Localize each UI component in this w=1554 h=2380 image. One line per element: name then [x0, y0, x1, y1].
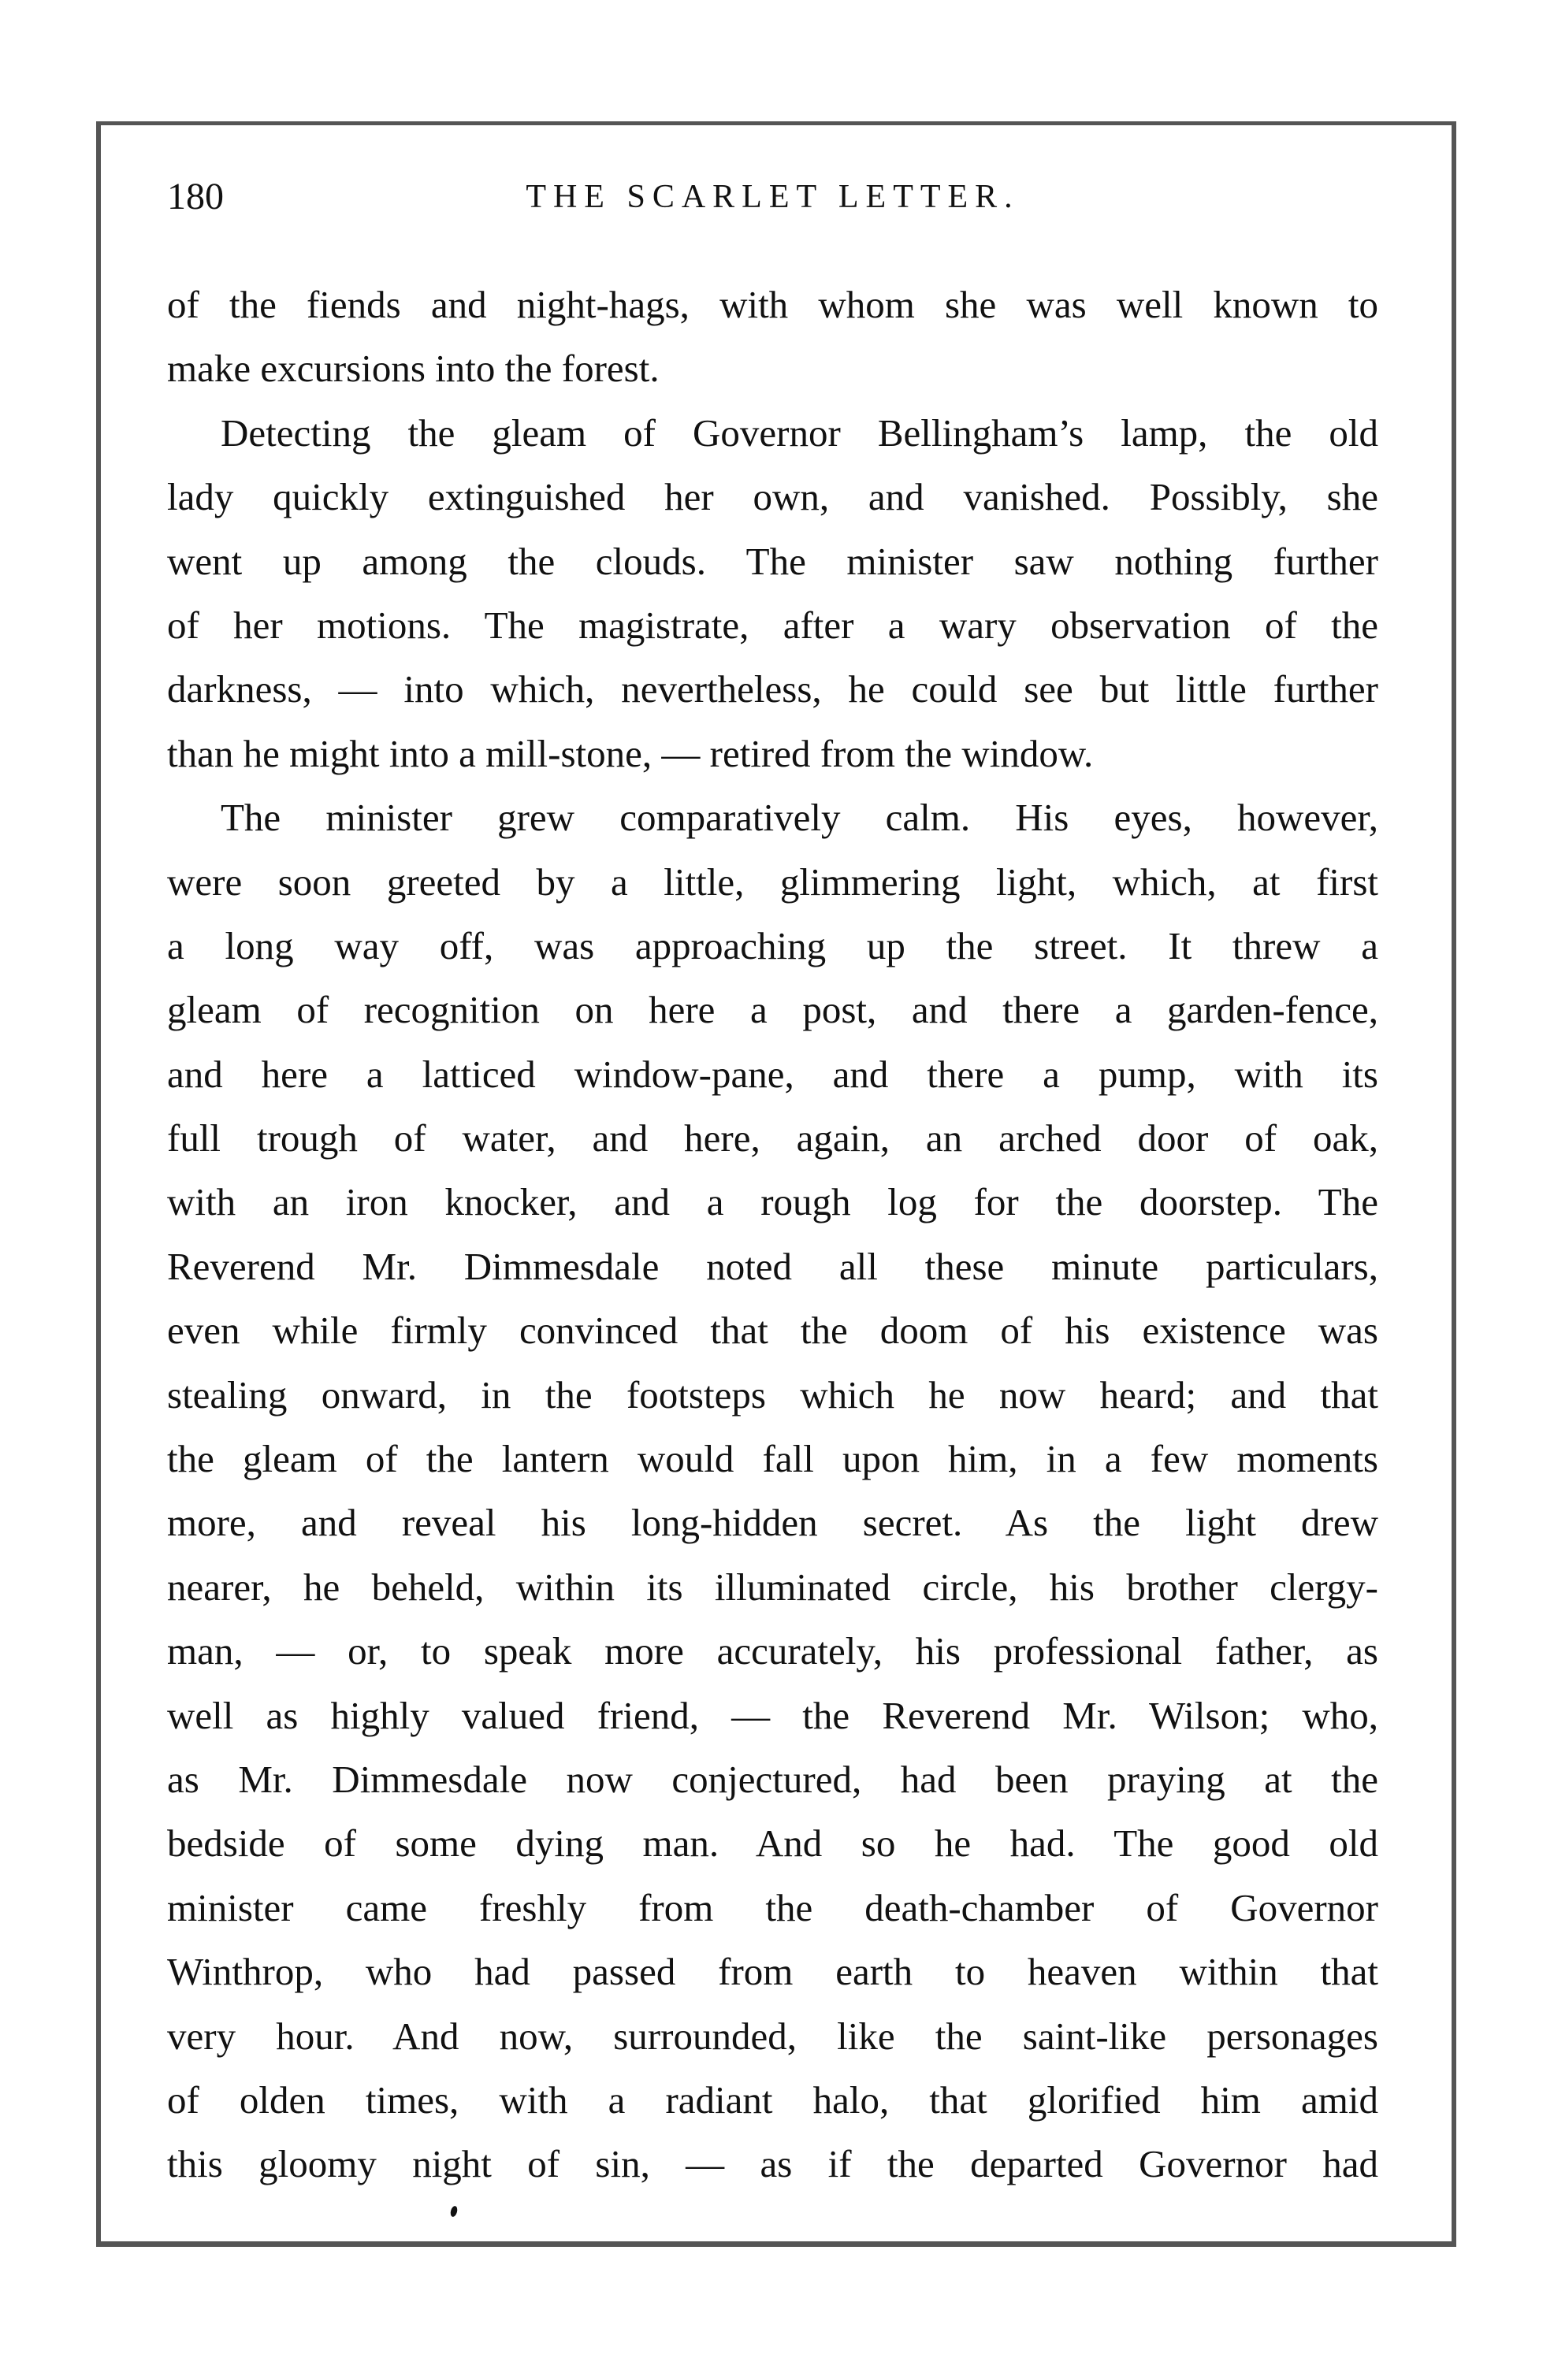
- text-line: man, — or, to speak more accurately, his professional father, as: [167, 1629, 1378, 1673]
- running-header: [167, 175, 1378, 222]
- text-line: were soon greeted by a little, glimmering light, which, at first: [167, 860, 1378, 904]
- text-line: a long way off, was approaching up the street. It threw a: [167, 923, 1378, 967]
- running-title: THE SCARLET LETTER.: [526, 179, 1020, 215]
- text-line: gleam of recognition on here a post, and there a garden-fence,: [167, 988, 1378, 1032]
- text-line: more, and reveal his long-hidden secret. As the light drew: [167, 1501, 1378, 1545]
- text-line: darkness, — into which, nevertheless, he could see but little further: [167, 667, 1378, 711]
- text-line: nearer, he beheld, within its illuminated circle, his brother clergy-: [167, 1565, 1378, 1609]
- text-line: very hour. And now, surrounded, like the saint-like personages: [167, 2014, 1378, 2058]
- text-line: make excursions into the forest.: [167, 347, 660, 391]
- text-line: of the fiends and night-hags, with whom she was well known to: [167, 283, 1378, 326]
- text-line: bedside of some dying man. And so he had. The good old: [167, 1821, 1378, 1866]
- page-number: 180: [167, 176, 224, 217]
- text-line: this gloomy night of sin, — as if the departed Governor had: [167, 2142, 1378, 2186]
- text-line: Winthrop, who had passed from earth to heaven within that: [167, 1950, 1378, 1994]
- text-line: full trough of water, and here, again, an arched door of oak,: [167, 1116, 1378, 1160]
- text-line: lady quickly extinguished her own, and vanished. Possibly, she: [167, 475, 1378, 519]
- text-line: Reverend Mr. Dimmesdale noted all these minute particulars,: [167, 1244, 1378, 1288]
- text-line: minister came freshly from the death-chamber of Governor: [167, 1885, 1378, 1929]
- text-line: than he might into a mill-stone, — retired from the window.: [167, 731, 1094, 775]
- text-line: with an iron knocker, and a rough log for the doorstep. The: [167, 1180, 1378, 1224]
- page-body-text: [167, 273, 1378, 2196]
- text-line: The minister grew comparatively calm. His eyes, however,: [221, 796, 1378, 840]
- text-line: even while firmly convinced that the doom of his existence was: [167, 1309, 1378, 1353]
- text-line: and here a latticed window-pane, and there a pump, with its: [167, 1052, 1378, 1096]
- text-line: well as highly valued friend, — the Reverend Mr. Wilson; who,: [167, 1693, 1378, 1737]
- text-line: of her motions. The magistrate, after a wary observation of the: [167, 603, 1378, 647]
- text-line: went up among the clouds. The minister saw nothing further: [167, 539, 1378, 583]
- text-line: stealing onward, in the footsteps which he now heard; and that: [167, 1372, 1378, 1416]
- text-line: as Mr. Dimmesdale now conjectured, had been praying at the: [167, 1757, 1378, 1801]
- text-line: of olden times, with a radiant halo, that glorified him amid: [167, 2077, 1378, 2122]
- text-line: the gleam of the lantern would fall upon him, in a few moments: [167, 1437, 1378, 1481]
- text-line: Detecting the gleam of Governor Bellingham’s lamp, the old: [221, 410, 1378, 455]
